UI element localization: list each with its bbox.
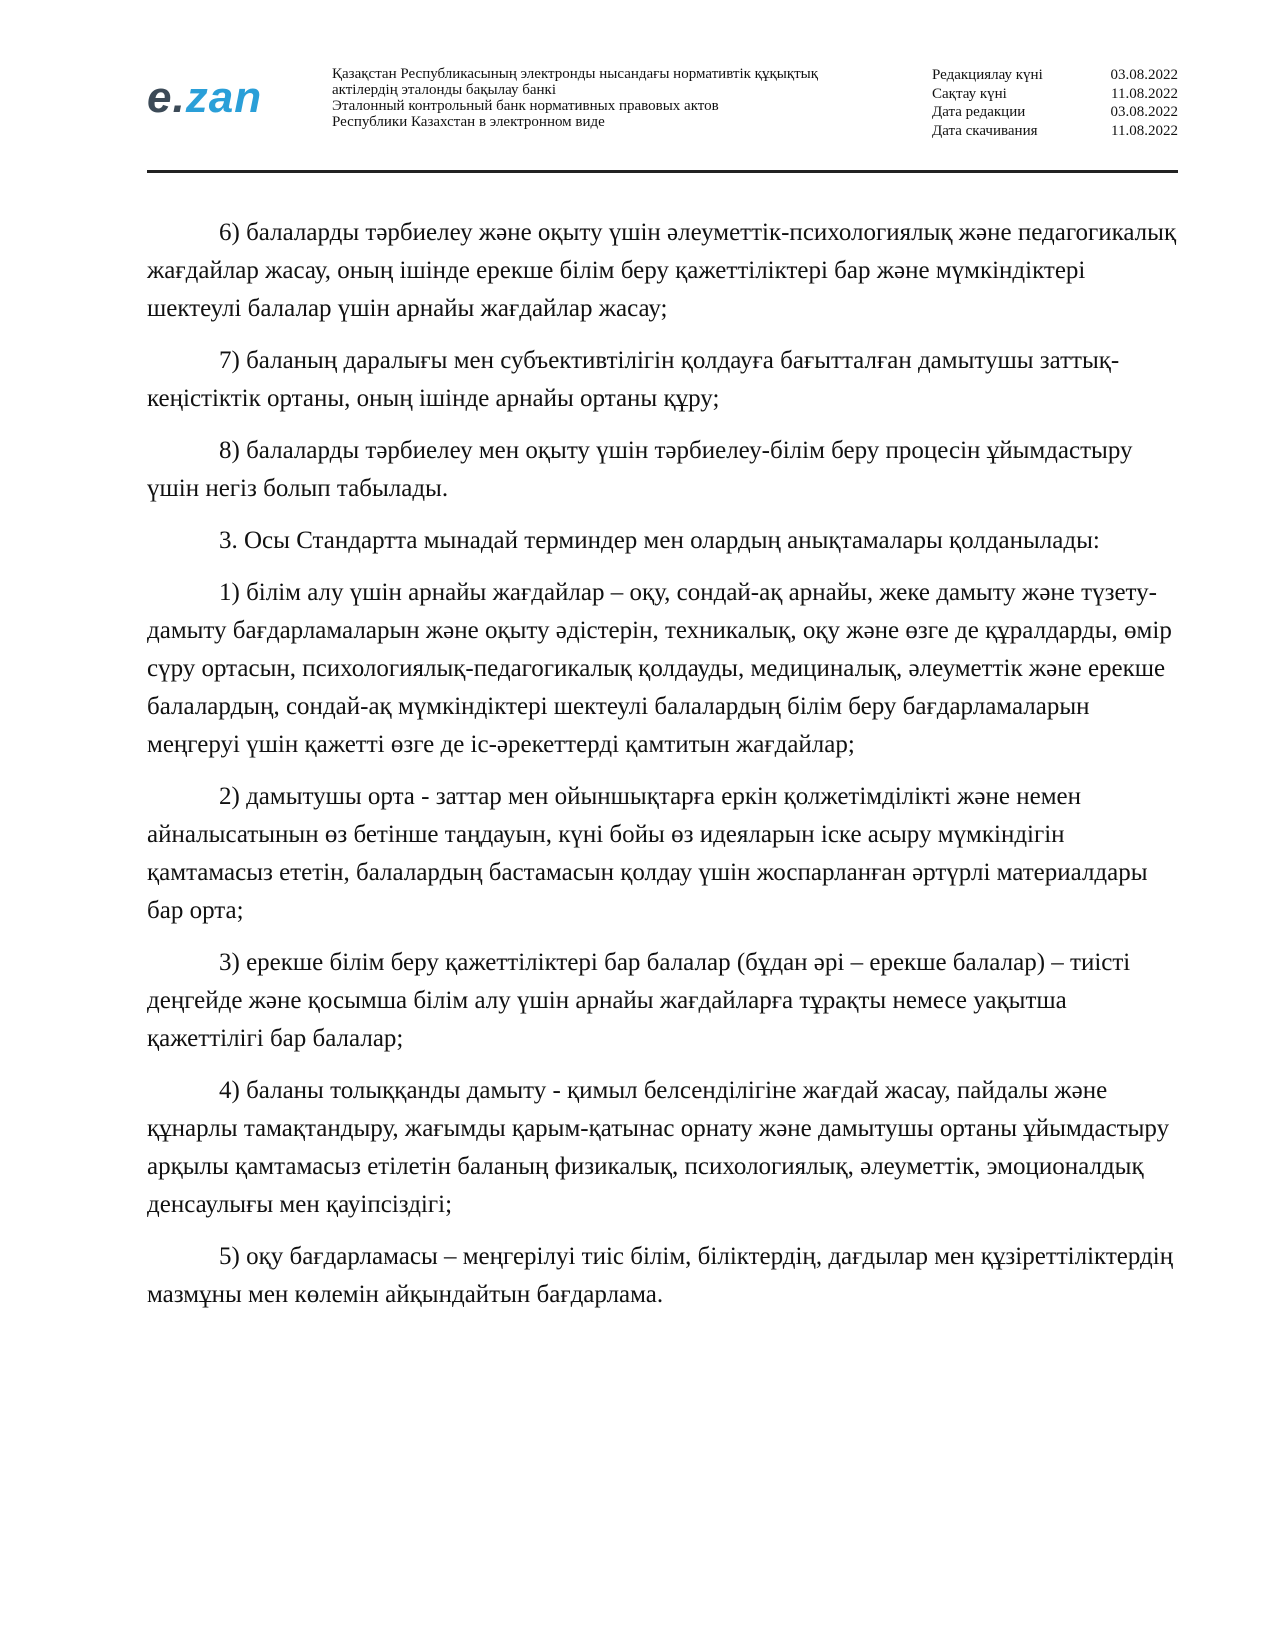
header-title-line: Эталонный контрольный банк нормативных правовых актов (332, 98, 719, 114)
meta-row-download-date-ru (932, 122, 1178, 141)
logo-dot: . (172, 73, 186, 122)
meta-label: Редакциялау күні (932, 67, 1043, 83)
header-title-line: Қазақстан Республикасының электронды нысандағы нормативтік құқықтық (332, 66, 819, 82)
meta-value: 11.08.2022 (1111, 122, 1178, 139)
paragraph: 3) ерекше білім беру қажеттіліктері бар балалар (бұдан әрі – ерекше балалар) – тиісті деңгейде және қосымша білім алу үшін арнайы жағдайларға тұрақты немесе уақытша қажеттілігі бар балалар; (147, 949, 1131, 1052)
meta-value: 03.08.2022 (1110, 67, 1178, 83)
ezan-logo (147, 73, 263, 122)
paragraph: 3. Осы Стандартта мынадай терминдер мен олардың анықтамалары қолданылады: (219, 527, 1100, 554)
paragraph: 4) баланы толыққанды дамыту - қимыл белсенділігіне жағдай жасау, пайдалы және құнарлы тамақтандыру, жағымды қарым-қатынас орнату және дамытушы ортаны ұйымдастыру арқылы қамтамасыз етілетін баланың физикалық, психологиялық, әлеуметтік, эмоционалдық денсаулығы мен қауіпсіздігі; (147, 1077, 1170, 1218)
header-meta (932, 66, 1178, 140)
document-body (147, 214, 1178, 1328)
meta-value: 03.08.2022 (1110, 104, 1178, 120)
meta-label: Дата скачивания (932, 122, 1038, 139)
meta-row-save-date-kz (932, 85, 1178, 104)
header-title-line: Республики Казахстан в электронном виде (332, 114, 605, 130)
meta-row-edit-date-ru (932, 103, 1178, 122)
document-header (147, 64, 1178, 168)
paragraph: 5) оқу бағдарламасы – меңгерілуі тиіс білім, біліктердің, дағдылар мен құзіреттіліктердің мазмұны мен көлемін айқындайтын бағдарлама. (147, 1243, 1174, 1308)
meta-label: Сақтау күні (932, 85, 1007, 102)
header-title-line: актілердің эталонды бақылау банкі (332, 82, 556, 98)
paragraph: 1) білім алу үшін арнайы жағдайлар – оқу, сондай-ақ арнайы, жеке дамыту және түзету-дамыту бағдарламаларын және оқыту әдістерін, техникалық, оқу және өзге де құралдарды, өмір сүру ортасын, психологиялық-педагогикалық қолдауды, медициналық, әлеуметтік және ерекше балалардың, сондай-ақ мүмкіндіктері шектеулі балалардың білім беру бағдарламаларын меңгеруі үшін қажетті өзге де іс-әрекеттерді қамтитын жағдайлар; (147, 579, 1172, 758)
logo-e: e (147, 73, 173, 122)
paragraph: 7) баланың даралығы мен субъективтілігін қолдауға бағытталған дамытушы заттық-кеңістіктік ортаны, оның ішінде арнайы ортаны құру; (147, 347, 1120, 412)
header-title (332, 66, 892, 130)
paragraph: 6) балаларды тәрбиелеу және оқыту үшін әлеуметтік-психологиялық және педагогикалық жағдайлар жасау, оның ішінде ерекше білім беру қажеттіліктері бар және мүмкіндіктері шектеулі балалар үшін арнайы жағдайлар жасау; (147, 219, 1177, 322)
paragraph: 8) балаларды тәрбиелеу мен оқыту үшін тәрбиелеу-білім беру процесін ұйымдастыру үшін негіз болып табылады. (147, 437, 1133, 502)
logo-zan: zan (185, 73, 263, 122)
meta-label: Дата редакции (932, 104, 1026, 120)
meta-row-edit-date-kz (932, 66, 1178, 85)
paragraph: 2) дамытушы орта - заттар мен ойыншықтарға еркін қолжетімділікті және немен айналысатынын өз бетінше таңдауын, күні бойы өз идеяларын іске асыру мүмкіндігін қамтамасыз ететін, балалардың бастамасын қолдау үшін жоспарланған әртүрлі материалдары бар орта; (147, 783, 1148, 924)
header-divider (147, 170, 1178, 173)
meta-value: 11.08.2022 (1111, 85, 1178, 102)
